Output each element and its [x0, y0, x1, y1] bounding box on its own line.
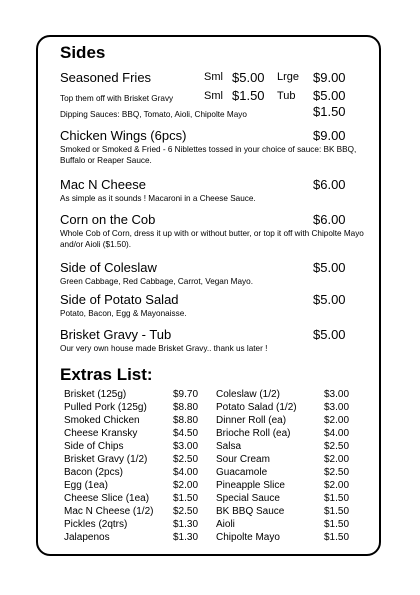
extras-item-price: $2.50 [173, 506, 199, 517]
extras-item-price: $8.80 [173, 415, 199, 426]
extras-item-price: $3.00 [324, 402, 350, 413]
extras-item-name: Mac N Cheese (1/2) [64, 506, 154, 517]
item-name: Brisket Gravy - Tub [60, 327, 172, 342]
fries-dips-price: $1.50 [313, 104, 346, 119]
extras-item-price: $2.50 [324, 467, 350, 478]
extras-item-name: Special Sauce [216, 493, 280, 504]
item-desc: Smoked or Smoked & Fried - 6 Niblettes tossed in your choice of sauce: BK BBQ, Buffalo or Reaper Sauce. [60, 145, 357, 165]
item-price: $5.00 [313, 292, 346, 307]
extras-item-price: $2.00 [324, 454, 350, 465]
fries-lrg-price: $9.00 [313, 70, 346, 85]
extras-item-name: Pulled Pork (125g) [64, 402, 147, 413]
item-desc: As simple as it sounds ! Macaroni in a Cheese Sauce. [60, 194, 256, 203]
extras-item-price: $1.30 [173, 519, 199, 530]
extras-item-price: $1.50 [173, 493, 199, 504]
extras-item-name: Cheese Slice (1ea) [64, 493, 150, 504]
extras-item-name: Egg (1ea) [64, 480, 108, 491]
extras-item-price: $4.00 [173, 467, 199, 478]
extras-item-price: $1.50 [324, 506, 350, 517]
extras-item-price: $3.00 [173, 441, 199, 452]
extras-item-name: Sour Cream [216, 454, 270, 465]
extras-item-price: $2.00 [324, 415, 350, 426]
item-name: Side of Potato Salad [60, 292, 179, 307]
item-desc: Green Cabbage, Red Cabbage, Carrot, Vegan Mayo. [60, 277, 253, 286]
item-name: Side of Coleslaw [60, 260, 157, 275]
extras-item-name: Smoked Chicken [64, 415, 140, 426]
extras-item-name: Brioche Roll (ea) [216, 428, 291, 439]
extras-item-name: Dinner Roll (ea) [216, 415, 287, 426]
extras-item-name: Bacon (2pcs) [64, 467, 123, 478]
item-price: $5.00 [313, 260, 346, 275]
extras-item-price: $1.50 [324, 493, 350, 504]
item-desc: Potato, Bacon, Egg & Mayonaisse. [60, 309, 187, 318]
fries-gravy-text: Top them off with Brisket Gravy [60, 94, 174, 103]
extras-item-name: Guacamole [216, 467, 268, 478]
extras-item-price: $8.80 [173, 402, 199, 413]
extras-item-name: Brisket (125g) [64, 389, 127, 400]
extras-item-name: BK BBQ Sauce [216, 506, 285, 517]
item-price: $5.00 [313, 327, 346, 342]
gravy-sml-label: Sml [204, 90, 223, 102]
extras-item-name: Pineapple Slice [216, 480, 285, 491]
extras-item-price: $2.00 [173, 480, 199, 491]
item-desc: Our very own house made Brisket Gravy.. thank us later ! [60, 344, 268, 353]
gravy-tub-label: Tub [277, 90, 296, 102]
extras-item-price: $2.50 [173, 454, 199, 465]
extras-item-name: Cheese Kransky [64, 428, 138, 439]
fries-dips-text: Dipping Sauces: BBQ, Tomato, Aioli, Chipolte Mayo [60, 110, 247, 119]
extras-item-price: $2.50 [324, 441, 350, 452]
item-name: Chicken Wings (6pcs) [60, 128, 187, 143]
page-title: Sides [60, 43, 106, 62]
fries-name: Seasoned Fries [60, 70, 152, 85]
gravy-tub-price: $5.00 [313, 88, 346, 103]
item-price: $9.00 [313, 128, 346, 143]
item-desc: Whole Cob of Corn, dress it up with or without butter, or top it off with Chipolte Mayo and/or Aioli ($1.50). [60, 229, 364, 249]
extras-item-price: $1.50 [324, 532, 350, 543]
extras-item-name: Jalapenos [64, 532, 110, 543]
extras-item-name: Chipolte Mayo [216, 532, 280, 543]
extras-item-name: Pickles (2qtrs) [64, 519, 128, 530]
extras-item-price: $3.00 [324, 389, 350, 400]
fries-sml-label: Sml [204, 71, 223, 83]
item-name: Mac N Cheese [60, 177, 146, 192]
extras-item-name: Potato Salad (1/2) [216, 402, 297, 413]
extras-item-price: $4.00 [324, 428, 350, 439]
gravy-sml-price: $1.50 [232, 88, 265, 103]
extras-item-price: $9.70 [173, 389, 199, 400]
fries-lrg-label: Lrge [277, 71, 300, 83]
extras-item-price: $2.00 [324, 480, 350, 491]
extras-item-price: $1.50 [324, 519, 350, 530]
extras-item-name: Coleslaw (1/2) [216, 389, 280, 400]
fries-sml-price: $5.00 [232, 70, 265, 85]
item-price: $6.00 [313, 212, 346, 227]
extras-item-name: Side of Chips [64, 441, 124, 452]
extras-title: Extras List: [60, 365, 153, 384]
extras-item-name: Aioli [216, 519, 235, 530]
item-name: Corn on the Cob [60, 212, 156, 227]
extras-item-price: $1.30 [173, 532, 199, 543]
extras-item-name: Salsa [216, 441, 242, 452]
extras-item-price: $4.50 [173, 428, 199, 439]
extras-item-name: Brisket Gravy (1/2) [64, 454, 148, 465]
item-price: $6.00 [313, 177, 346, 192]
